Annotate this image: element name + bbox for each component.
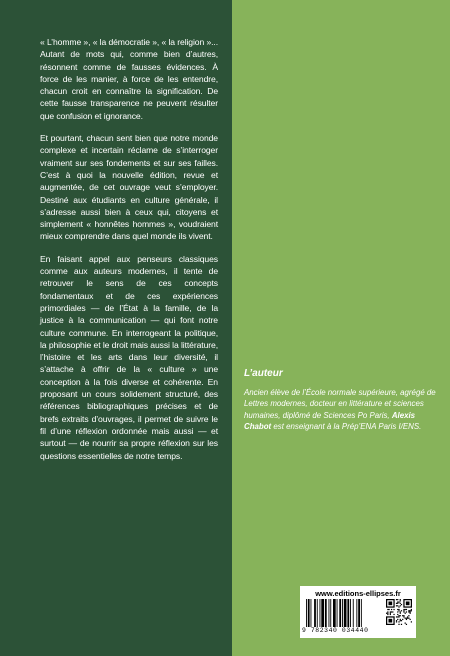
barcode-bar xyxy=(321,599,324,627)
barcode-bar xyxy=(361,599,362,627)
barcode-bar xyxy=(358,599,360,627)
qr-module xyxy=(401,604,402,605)
barcode-bar xyxy=(356,599,357,627)
barcode-bar xyxy=(342,599,343,627)
qr-module xyxy=(400,600,401,601)
qr-code-icon xyxy=(386,599,412,625)
isbn-number: 9 782340 034440 xyxy=(302,627,369,634)
qr-module xyxy=(396,605,397,606)
barcode-bar xyxy=(333,599,336,627)
qr-module xyxy=(406,624,407,625)
qr-module xyxy=(403,609,404,610)
qr-module xyxy=(408,610,409,611)
qr-module xyxy=(387,613,388,614)
qr-module xyxy=(405,623,406,624)
qr-module xyxy=(408,618,409,619)
qr-module xyxy=(403,610,404,611)
qr-module xyxy=(397,619,398,620)
qr-module xyxy=(396,616,397,617)
barcode-bar xyxy=(329,599,330,627)
qr-module xyxy=(398,621,399,622)
qr-module xyxy=(397,611,398,612)
qr-module xyxy=(388,619,392,623)
qr-module xyxy=(398,616,399,617)
qr-module xyxy=(407,616,408,617)
qr-module xyxy=(398,609,399,610)
qr-module xyxy=(410,613,411,614)
barcode-bar xyxy=(353,599,354,627)
qr-module xyxy=(400,620,401,621)
qr-module xyxy=(398,601,399,602)
qr-module xyxy=(403,616,404,617)
qr-module xyxy=(406,601,410,605)
qr-module xyxy=(407,618,408,619)
publisher-website: www.editions-ellipses.fr xyxy=(315,589,401,598)
barcode-bar xyxy=(311,599,312,627)
qr-module xyxy=(396,599,397,600)
qr-module xyxy=(400,613,401,614)
qr-module xyxy=(386,613,387,614)
qr-module xyxy=(401,620,402,621)
barcode-bar xyxy=(344,599,347,627)
author-bio-text: Ancien élève de l’École normale supérieure, agrégé de Lettres modernes, docteur en littérature et sciences humaines, diplômé de Sciences Po Paris, xyxy=(244,388,436,420)
author-heading: L’auteur xyxy=(244,368,283,379)
qr-module xyxy=(391,609,392,610)
qr-module xyxy=(402,615,403,616)
qr-module xyxy=(411,609,412,610)
qr-module xyxy=(397,609,398,610)
qr-module xyxy=(397,614,398,615)
qr-module xyxy=(390,613,391,614)
barcode-bar xyxy=(339,599,341,627)
qr-module xyxy=(405,613,406,614)
qr-module xyxy=(400,603,401,604)
barcode-bar xyxy=(308,599,310,627)
qr-module xyxy=(408,611,409,612)
author-name: Alexis Chabot xyxy=(244,410,416,431)
barcode-bar xyxy=(314,599,316,627)
qr-module xyxy=(401,610,402,611)
qr-module xyxy=(397,599,398,600)
qr-module xyxy=(393,614,394,615)
qr-module xyxy=(392,611,393,612)
qr-module xyxy=(396,603,397,604)
barcode-bar xyxy=(325,599,327,627)
qr-module xyxy=(396,621,397,622)
qr-module xyxy=(393,609,394,610)
qr-module xyxy=(391,611,392,612)
qr-module xyxy=(398,606,399,607)
barcode-bar xyxy=(306,599,307,627)
qr-module xyxy=(403,611,404,612)
qr-module xyxy=(400,611,401,612)
qr-module xyxy=(411,610,412,611)
qr-module xyxy=(400,615,401,616)
author-bio xyxy=(244,387,440,432)
author-panel xyxy=(232,0,450,656)
synopsis-paragraph-1: « L’homme », « la démocratie », « la religion »... Autant de mots qui, comme bien d’autres, résonnent comme de fausses évidences. À force de les manier, à force de les entendre, chacun croit en connaître la signification. De cette fausse transparence ne peuvent résulter que confusion et ignorance. xyxy=(40,37,218,121)
qr-module xyxy=(387,611,388,612)
barcode-label xyxy=(300,586,416,638)
barcode-bar xyxy=(350,599,351,627)
qr-module xyxy=(406,611,407,612)
synopsis-paragraph-2: Et pourtant, chacun sent bien que notre monde complexe et incertain réclame de s’interroger vraiment sur ses fondements et sur ses failles. C’est à quoi la nouvelle édition, revue et augmentée, de cet ouvrage veut s’employer. Destiné aux étudiants en culture générale, il s’adresse aussi bien à ceux qui, citoyens et simplement « honnêtes hommes », voudraient mieux comprendre dans quel monde ils vivent. xyxy=(40,133,218,242)
qr-module xyxy=(408,615,409,616)
qr-module xyxy=(410,610,411,611)
qr-module xyxy=(398,624,399,625)
qr-module xyxy=(403,615,404,616)
qr-module xyxy=(397,601,398,602)
isbn-barcode xyxy=(306,599,382,627)
qr-module xyxy=(387,614,388,615)
qr-module xyxy=(388,609,389,610)
barcode-bar xyxy=(330,599,331,627)
qr-module xyxy=(396,620,397,621)
qr-module xyxy=(390,614,391,615)
qr-module xyxy=(400,599,401,600)
qr-module xyxy=(390,611,391,612)
qr-module xyxy=(402,619,403,620)
qr-module xyxy=(406,618,407,619)
synopsis-paragraph-3: En faisant appel aux penseurs classiques comme aux auteurs modernes, il tente de retrouver le sens de ces concepts fondamentaux et de ces expériences primordiales — de l’État à la famille, de la justice à la communication — qui font notre culture commune. En interrogeant la politique, la philosophie et le droit mais aussi la littérature, l’histoire et les arts dans leur diversité, il s’attache à offrir de la « culture » une conception à la fois diverse et cohérente. En proposant un cours solidement structuré, des références bibliographiques précises et de brefs extraits d’ouvrages, il permet de suivre le fil d’une réflexion ordonnée mais aussi — et surtout — de nourrir sa propre réflexion sur les questions essentielles de notre temps. xyxy=(40,253,218,461)
barcode-bar xyxy=(317,599,318,627)
barcode-bar xyxy=(320,599,321,627)
barcode-bar xyxy=(337,599,338,627)
author-bio-text-end: est enseignant à la Prép’ENA Paris I/ENS. xyxy=(271,421,422,431)
qr-module xyxy=(406,619,407,620)
qr-module xyxy=(405,609,406,610)
qr-module xyxy=(388,601,392,605)
qr-module xyxy=(401,624,402,625)
barcode-bar xyxy=(347,599,349,627)
qr-module xyxy=(400,605,401,606)
qr-module xyxy=(410,611,411,612)
qr-module xyxy=(400,619,401,620)
qr-module xyxy=(398,615,399,616)
qr-module xyxy=(405,618,406,619)
qr-module xyxy=(411,621,412,622)
qr-module xyxy=(387,609,388,610)
qr-module xyxy=(397,603,398,604)
qr-module xyxy=(406,609,407,610)
qr-module xyxy=(410,619,411,620)
qr-module xyxy=(397,605,398,606)
qr-module xyxy=(397,616,398,617)
qr-module xyxy=(398,610,399,611)
